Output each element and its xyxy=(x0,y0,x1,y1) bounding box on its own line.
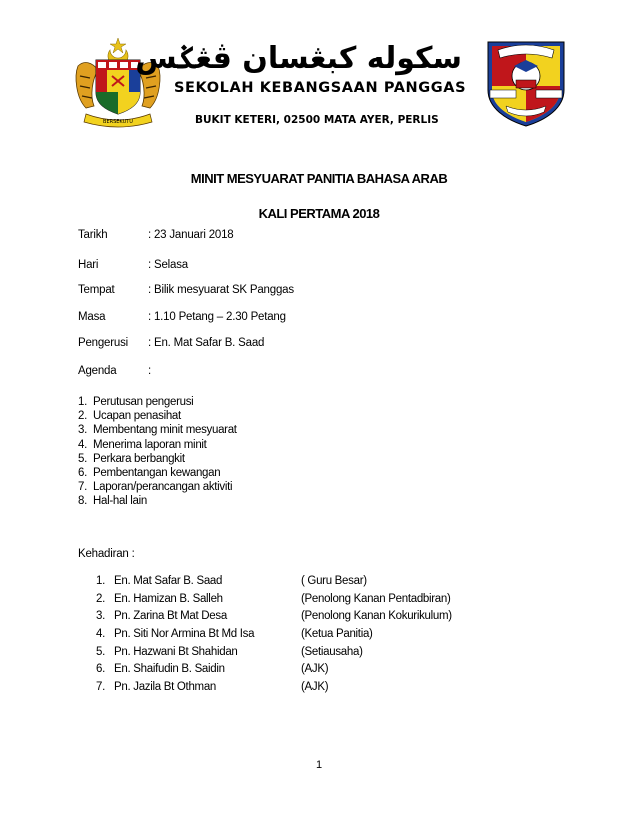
svg-text:BERSEKUTU: BERSEKUTU xyxy=(103,119,133,125)
list-number: 3. xyxy=(96,610,105,623)
attendance-label: Kehadiran : xyxy=(78,548,135,560)
info-label: Masa xyxy=(78,311,106,323)
info-value: : xyxy=(148,365,151,377)
table-row xyxy=(96,608,536,626)
list-text: Perutusan pengerusi xyxy=(93,396,194,408)
info-row-tarikh xyxy=(78,229,233,241)
list-number: 7. xyxy=(78,481,87,494)
list-item xyxy=(78,409,237,423)
list-number: 6. xyxy=(96,663,105,676)
list-number: 7. xyxy=(96,681,105,694)
table-row xyxy=(96,573,536,591)
list-text: Membentang minit mesyuarat xyxy=(93,424,237,437)
member-name: Pn. Siti Nor Armina Bt Md Isa xyxy=(114,628,255,641)
list-number: 1. xyxy=(96,575,105,587)
member-role: (AJK) xyxy=(301,681,329,694)
member-role: (AJK) xyxy=(301,663,329,676)
school-name: SEKOLAH KEBANGSAAN PANGGAS xyxy=(174,80,467,96)
list-item xyxy=(78,480,237,494)
list-text: Menerima laporan minit xyxy=(93,438,207,451)
info-value: : 23 Januari 2018 xyxy=(148,229,234,241)
list-text: Laporan/perancangan aktiviti xyxy=(93,481,233,494)
list-item xyxy=(78,466,237,480)
info-label: Hari xyxy=(78,259,99,271)
list-number: 5. xyxy=(96,645,105,658)
list-text: Hal-hal lain xyxy=(93,495,147,508)
info-row-agenda xyxy=(78,365,151,377)
member-name: En. Shaifudin B. Saidin xyxy=(114,663,225,676)
info-row-pengerusi xyxy=(78,337,264,349)
table-row xyxy=(96,679,536,697)
list-text: Pembentangan kewangan xyxy=(93,466,221,479)
school-badge-icon xyxy=(484,36,568,128)
member-role: (Setiausaha) xyxy=(301,645,363,658)
info-row-hari xyxy=(78,259,188,271)
info-row-tempat xyxy=(78,284,294,296)
jawi-school-name: سکوله کبڠسان ڤڠݢس xyxy=(135,41,462,76)
list-item xyxy=(78,494,237,508)
list-number: 5. xyxy=(78,452,87,465)
table-row xyxy=(96,591,536,609)
list-number: 4. xyxy=(78,438,87,451)
member-role: (Penolong Kanan Kokurikulum) xyxy=(301,610,452,623)
info-value: : Selasa xyxy=(148,259,188,271)
list-number: 2. xyxy=(78,410,87,423)
info-value: : En. Mat Safar B. Saad xyxy=(148,337,265,349)
table-row xyxy=(96,661,536,679)
list-item xyxy=(78,423,237,437)
page-number: 1 xyxy=(315,759,323,771)
member-name: En. Mat Safar B. Saad xyxy=(114,575,223,587)
list-item xyxy=(78,395,237,409)
member-name: Pn. Hazwani Bt Shahidan xyxy=(114,645,238,658)
member-name: Pn. Zarina Bt Mat Desa xyxy=(114,610,227,623)
member-role: ( Guru Besar) xyxy=(301,575,367,587)
school-address: BUKIT KETERI, 02500 MATA AYER, PERLIS xyxy=(195,114,439,126)
member-role: (Penolong Kanan Pentadbiran) xyxy=(301,592,451,605)
document-subtitle: KALI PERTAMA 2018 xyxy=(258,206,380,221)
list-number: 3. xyxy=(78,424,87,437)
list-number: 8. xyxy=(78,495,87,508)
table-row xyxy=(96,644,536,662)
info-label: Tarikh xyxy=(78,229,108,241)
member-name: En. Hamizan B. Salleh xyxy=(114,592,223,605)
member-name: Pn. Jazila Bt Othman xyxy=(114,681,217,694)
list-number: 4. xyxy=(96,628,105,641)
info-label: Agenda xyxy=(78,365,117,377)
info-row-masa xyxy=(78,311,286,323)
info-value: : 1.10 Petang – 2.30 Petang xyxy=(148,311,286,323)
list-item xyxy=(78,438,237,452)
attendance-list xyxy=(96,573,536,697)
document-title: MINIT MESYUARAT PANITIA BAHASA ARAB xyxy=(190,171,448,186)
table-row xyxy=(96,626,536,644)
list-number: 6. xyxy=(78,466,87,479)
list-text: Ucapan penasihat xyxy=(93,410,181,423)
list-item xyxy=(78,452,237,466)
info-label: Tempat xyxy=(78,284,115,296)
list-number: 2. xyxy=(96,592,105,605)
info-label: Pengerusi xyxy=(78,337,128,349)
list-number: 1. xyxy=(78,396,87,408)
list-text: Perkara berbangkit xyxy=(93,452,185,465)
agenda-list xyxy=(78,395,237,509)
member-role: (Ketua Panitia) xyxy=(301,628,373,641)
info-value: : Bilik mesyuarat SK Panggas xyxy=(148,284,294,296)
